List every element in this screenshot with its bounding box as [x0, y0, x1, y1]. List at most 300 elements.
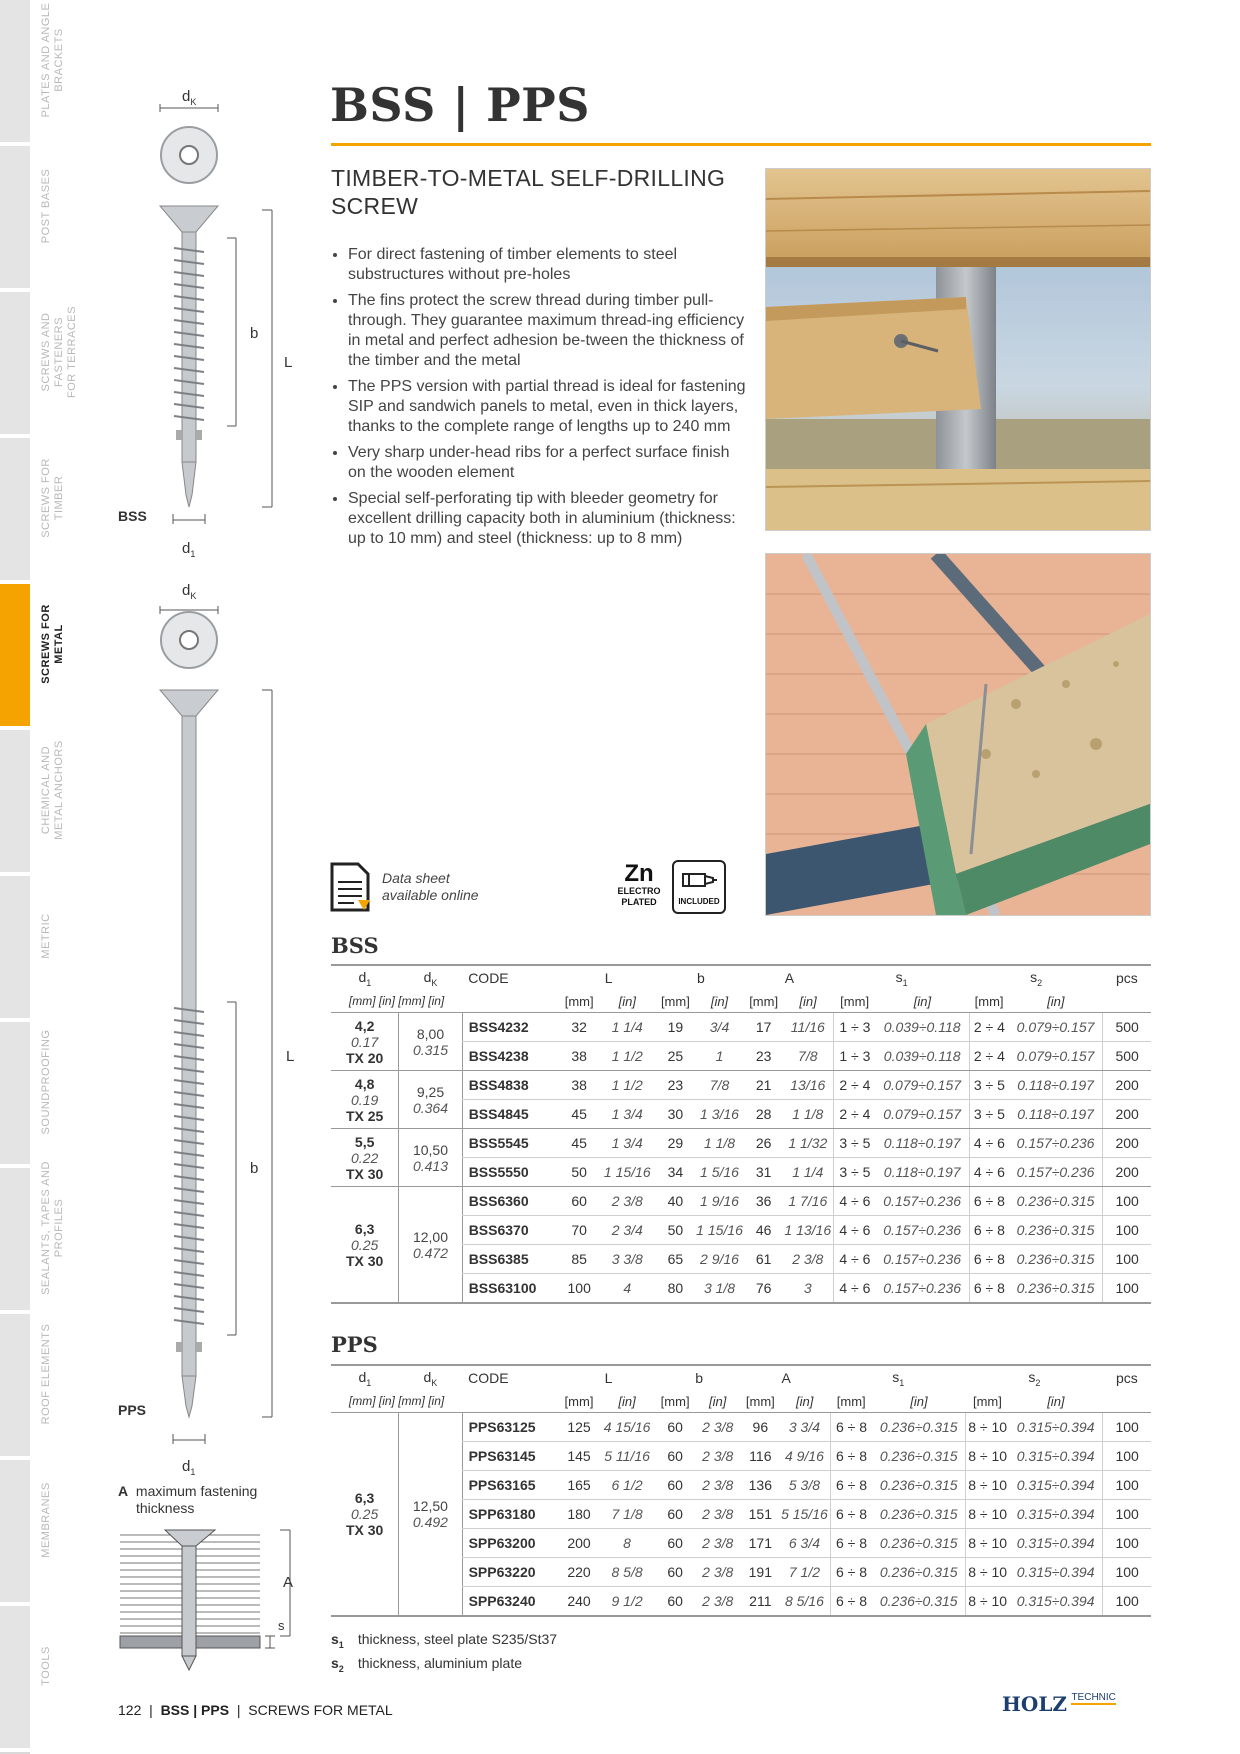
cell-L-in: 5 11/16 — [598, 1442, 657, 1471]
cell-s1-mm: 4 ÷ 6 — [834, 1274, 876, 1304]
cell-L-in: 7 1/8 — [598, 1500, 657, 1529]
sidebar-tab-11[interactable] — [0, 1606, 30, 1752]
cell-A-mm: 211 — [742, 1587, 779, 1617]
cell-pcs: 100 — [1103, 1442, 1151, 1471]
feature-item: • For direct fastening of timber elements to steel substructures without pre-holes — [348, 245, 748, 285]
cell-s1-mm: 4 ÷ 6 — [834, 1245, 876, 1274]
cell-code: BSS6385 — [462, 1245, 560, 1274]
cell-d1 — [331, 1013, 399, 1071]
cell-b-mm: 65 — [657, 1245, 694, 1274]
cell-L-in: 2 3/8 — [598, 1187, 657, 1216]
cell-s1-in: 0.236÷0.315 — [872, 1471, 966, 1500]
cell-s2-in: 0.315÷0.394 — [1009, 1500, 1103, 1529]
cell-s1-in: 0.236÷0.315 — [872, 1413, 966, 1442]
cell-L-in: 4 — [598, 1274, 657, 1304]
cell-s2-mm: 8 ÷ 10 — [966, 1529, 1009, 1558]
cell-code: BSS5550 — [462, 1158, 560, 1187]
sym: d — [423, 968, 432, 985]
sidebar-label-line2: METAL ANCHORS — [53, 740, 65, 840]
sidebar-label-3 — [40, 423, 66, 573]
cell-s2-mm: 3 ÷ 5 — [969, 1100, 1008, 1129]
cell-A-mm: 36 — [745, 1187, 782, 1216]
sidebar-label-line2: TIMBER — [53, 475, 65, 521]
cell-A-in: 3 3/4 — [779, 1413, 831, 1442]
cell-dk — [399, 1187, 462, 1304]
cell-s2-mm: 2 ÷ 4 — [969, 1042, 1008, 1071]
cell-A-mm: 191 — [742, 1558, 779, 1587]
cell-L-mm: 38 — [561, 1071, 598, 1100]
cell-A-mm: 76 — [745, 1274, 782, 1304]
cell-s2-in: 0.236÷0.315 — [1009, 1216, 1103, 1245]
cell-s2-in: 0.315÷0.394 — [1009, 1529, 1103, 1558]
cell-s1-mm: 2 ÷ 4 — [834, 1100, 876, 1129]
cell-pcs: 100 — [1103, 1500, 1151, 1529]
dk-mm: 12,00 — [412, 1228, 448, 1245]
cell-A-in: 7 1/2 — [779, 1558, 831, 1587]
cell-L-in: 9 1/2 — [598, 1587, 657, 1617]
sidebar-label-line1: ROOF ELEMENTS — [40, 1323, 52, 1425]
sidebar-label-5 — [40, 715, 66, 865]
sidebar-label-9 — [40, 1299, 53, 1449]
cell-A-mm: 116 — [742, 1442, 779, 1471]
cell-s2-in: 0.079÷0.157 — [1009, 1013, 1103, 1042]
sym-sub: K — [431, 1377, 438, 1388]
header-row — [331, 965, 1151, 990]
cell-d1 — [331, 1187, 399, 1304]
cell-b-in: 2 9/16 — [694, 1245, 745, 1274]
cell-s2-mm: 6 ÷ 8 — [969, 1216, 1008, 1245]
unit-s2-mm: [mm] — [966, 1390, 1009, 1413]
cell-A-in: 7/8 — [782, 1042, 834, 1071]
cell-s1-mm: 6 ÷ 8 — [830, 1500, 872, 1529]
cell-code: BSS4232 — [462, 1013, 560, 1042]
col-s1 — [834, 965, 970, 990]
cell-s2-in: 0.315÷0.394 — [1009, 1558, 1103, 1587]
unit-s1-mm: [mm] — [834, 990, 876, 1013]
cell-b-in: 2 3/8 — [694, 1587, 742, 1617]
col-b: b — [657, 1365, 742, 1390]
unit-s2-mm: [mm] — [969, 990, 1008, 1013]
cell-code: BSS63100 — [462, 1274, 560, 1304]
cell-s1-in: 0.236÷0.315 — [872, 1442, 966, 1471]
cell-A-in: 1 1/4 — [782, 1158, 834, 1187]
cell-s2-mm: 4 ÷ 6 — [969, 1158, 1008, 1187]
bss-table — [331, 964, 1151, 1304]
cell-s2-mm: 4 ÷ 6 — [969, 1129, 1008, 1158]
feature-item: • Very sharp under-head ribs for a perfect surface finish on the wooden element — [348, 443, 748, 483]
cell-b-mm: 80 — [657, 1274, 694, 1304]
cell-A-mm: 23 — [745, 1042, 782, 1071]
sidebar-label-0 — [40, 0, 66, 135]
sym-sub: 1 — [338, 1639, 344, 1650]
pps-table — [331, 1364, 1151, 1617]
legend-item — [331, 1654, 557, 1678]
cell-code: SPP63240 — [462, 1587, 560, 1617]
sidebar-tab-7[interactable] — [0, 1022, 30, 1168]
legend — [331, 1630, 557, 1678]
cell-A-in: 8 5/16 — [779, 1587, 831, 1617]
cell-b-in: 2 3/8 — [694, 1500, 742, 1529]
sym-sub: 1 — [899, 1377, 905, 1388]
dk-in: 0.413 — [412, 1157, 448, 1174]
title-rule — [331, 143, 1151, 146]
label-dk-pps: $d_K$ — [182, 582, 197, 601]
label-dk-bss: $d_K$ — [182, 88, 197, 107]
cell-L-mm: 220 — [560, 1558, 597, 1587]
cell-code: BSS4238 — [462, 1042, 560, 1071]
screwdriver-bit-icon — [679, 868, 719, 892]
tx: TX 25 — [345, 1107, 384, 1124]
tx: TX 20 — [345, 1049, 384, 1066]
sidebar-label-line1: SCREWS AND FASTENERS — [40, 312, 65, 392]
dk-mm: 9,25 — [416, 1083, 445, 1100]
col-code: CODE — [462, 1365, 560, 1390]
col-L: L — [561, 965, 657, 990]
cell-s1-in: 0.236÷0.315 — [872, 1500, 966, 1529]
datasheet-line2: available online — [382, 887, 479, 903]
cell-pcs: 200 — [1103, 1129, 1151, 1158]
cell-A-in: 11/16 — [782, 1013, 834, 1042]
sym-sub: 2 — [1037, 977, 1043, 988]
cell-s2-mm: 8 ÷ 10 — [966, 1471, 1009, 1500]
label-d1-pps: $d_1$ — [182, 1458, 196, 1477]
unit-d: [mm] [in] [mm] [in] — [331, 1390, 462, 1413]
cell-b-in: 2 3/8 — [694, 1471, 742, 1500]
cell-s2-mm: 8 ÷ 10 — [966, 1558, 1009, 1587]
sidebar-label-line2: PROFILES — [53, 1198, 65, 1258]
cell-s2-in: 0.315÷0.394 — [1009, 1471, 1103, 1500]
col-dk — [399, 965, 462, 990]
cell-s2-mm: 8 ÷ 10 — [966, 1500, 1009, 1529]
cell-L-in: 2 3/4 — [598, 1216, 657, 1245]
cell-s1-in: 0.039÷0.118 — [875, 1042, 969, 1071]
cell-s2-mm: 2 ÷ 4 — [969, 1013, 1008, 1042]
cell-A-in: 2 3/8 — [782, 1245, 834, 1274]
footer-product: BSS | PPS — [160, 1702, 230, 1718]
cell-s2-mm: 8 ÷ 10 — [966, 1442, 1009, 1471]
cell-s2-mm: 8 ÷ 10 — [966, 1413, 1009, 1442]
cell-s2-mm: 6 ÷ 8 — [969, 1245, 1008, 1274]
cell-L-in: 3 3/8 — [598, 1245, 657, 1274]
sidebar-label-line1: SOUNDPROOFING — [40, 1029, 52, 1135]
cell-s1-mm: 2 ÷ 4 — [834, 1071, 876, 1100]
dk-in: 0.472 — [412, 1244, 448, 1261]
cell-L-mm: 200 — [560, 1529, 597, 1558]
cell-L-mm: 145 — [560, 1442, 597, 1471]
sym-sub: 1 — [366, 977, 372, 988]
cell-dk — [399, 1071, 462, 1129]
cell-s2-mm: 8 ÷ 10 — [966, 1587, 1009, 1617]
pps-section-title: PPS — [331, 1332, 378, 1357]
cell-L-mm: 100 — [561, 1274, 598, 1304]
d1-mm: 6,3 — [354, 1220, 375, 1237]
cell-L-in: 1 15/16 — [598, 1158, 657, 1187]
sidebar-tab-6[interactable] — [0, 876, 30, 1022]
cell-L-in: 8 5/8 — [598, 1558, 657, 1587]
cell-code: BSS4845 — [462, 1100, 560, 1129]
label-d1-bss: $d_1$ — [182, 540, 196, 559]
legend-text: thickness, aluminium plate — [357, 1654, 522, 1671]
table-row — [331, 1071, 1151, 1100]
sidebar-tab-10[interactable] — [0, 1460, 30, 1606]
d1-in: 0.22 — [351, 1149, 379, 1166]
unit-L-in: [in] — [598, 990, 657, 1013]
cell-b-in: 1 5/16 — [694, 1158, 745, 1187]
cell-b-mm: 60 — [657, 1442, 694, 1471]
tx: TX 30 — [345, 1165, 384, 1182]
cell-L-in: 1 3/4 — [598, 1129, 657, 1158]
cell-b-mm: 60 — [657, 1500, 694, 1529]
cell-s2-mm: 6 ÷ 8 — [969, 1274, 1008, 1304]
unit-row — [331, 1390, 1151, 1413]
cell-s1-in: 0.079÷0.157 — [875, 1100, 969, 1129]
label-L-pps: L — [286, 1048, 295, 1065]
d1-in: 0.25 — [351, 1236, 379, 1253]
cell-s1-mm: 6 ÷ 8 — [830, 1413, 872, 1442]
unit-b-in: [in] — [694, 990, 745, 1013]
legend-symbol — [331, 1654, 344, 1674]
unit-d: [mm] [in] [mm] [in] — [331, 990, 462, 1013]
cell-s1-mm: 6 ÷ 8 — [830, 1442, 872, 1471]
sym-sub: 2 — [1035, 1377, 1041, 1388]
col-pcs: pcs — [1103, 965, 1151, 990]
photo-osb-panel — [765, 553, 1151, 916]
sym: s — [892, 1368, 900, 1385]
cell-b-in: 3/4 — [694, 1013, 745, 1042]
sidebar-tab-5[interactable] — [0, 730, 30, 876]
sidebar-tab-3[interactable] — [0, 438, 30, 584]
cell-pcs: 100 — [1103, 1587, 1151, 1617]
sidebar-label-line1: PLATES AND ANGLE — [40, 2, 52, 118]
cell-pcs: 200 — [1103, 1158, 1151, 1187]
cell-pcs: 100 — [1103, 1274, 1151, 1304]
legend-symbol — [331, 1631, 344, 1650]
zn-electroplated-badge: Zn ELECTRO PLATED — [612, 860, 666, 914]
cell-L-mm: 70 — [561, 1216, 598, 1245]
cell-A-mm: 21 — [745, 1071, 782, 1100]
cell-L-in: 4 15/16 — [598, 1413, 657, 1442]
cell-s1-in: 0.236÷0.315 — [872, 1587, 966, 1617]
label-L-bss: L — [284, 354, 293, 371]
cell-A-in: 5 3/8 — [779, 1471, 831, 1500]
legend-text: thickness, steel plate S235/St37 — [357, 1631, 558, 1647]
cell-b-mm: 60 — [657, 1558, 694, 1587]
cell-A-in: 6 3/4 — [779, 1529, 831, 1558]
cell-L-mm: 50 — [561, 1158, 598, 1187]
sym-sub: 1 — [366, 1377, 372, 1388]
cell-pcs: 100 — [1103, 1216, 1151, 1245]
cell-b-mm: 23 — [657, 1071, 694, 1100]
cell-s1-in: 0.157÷0.236 — [875, 1274, 969, 1304]
cell-d1 — [331, 1413, 399, 1617]
unit-row — [331, 990, 1151, 1013]
cell-code: BSS6370 — [462, 1216, 560, 1245]
cell-L-mm: 180 — [560, 1500, 597, 1529]
cell-pcs: 100 — [1103, 1558, 1151, 1587]
sym: s — [1028, 1368, 1036, 1385]
footer-section: SCREWS FOR METAL — [248, 1702, 393, 1718]
page-footer: 122 | BSS | PPS | SCREWS FOR METAL — [118, 1702, 393, 1718]
cell-b-mm: 25 — [657, 1042, 694, 1071]
sidebar-label-10 — [40, 1445, 53, 1595]
cell-b-mm: 34 — [657, 1158, 694, 1187]
unit-A-mm: [mm] — [745, 990, 782, 1013]
sym: d — [358, 968, 367, 985]
cell-s2-in: 0.118÷0.197 — [1009, 1100, 1103, 1129]
cell-s2-in: 0.079÷0.157 — [1009, 1042, 1103, 1071]
d1-mm: 4,8 — [354, 1075, 375, 1092]
sym: s — [331, 1631, 339, 1647]
cell-L-mm: 32 — [561, 1013, 598, 1042]
cell-s2-in: 0.315÷0.394 — [1009, 1587, 1103, 1617]
cell-s1-in: 0.079÷0.157 — [875, 1071, 969, 1100]
cell-A-mm: 61 — [745, 1245, 782, 1274]
unit-s1-in: [in] — [875, 990, 969, 1013]
cell-b-in: 1 15/16 — [694, 1216, 745, 1245]
cell-b-in: 1 9/16 — [694, 1187, 745, 1216]
sidebar-label-line1: SCREWS FOR — [40, 604, 52, 684]
label-pps: PPS — [118, 1402, 147, 1418]
cell-s1-in: 0.157÷0.236 — [875, 1187, 969, 1216]
cell-s1-in: 0.118÷0.197 — [875, 1158, 969, 1187]
cell-code: PPS63145 — [462, 1442, 560, 1471]
col-b: b — [657, 965, 745, 990]
cell-L-mm: 240 — [560, 1587, 597, 1617]
cell-A-in: 1 1/32 — [782, 1129, 834, 1158]
cell-d1 — [331, 1129, 399, 1187]
cell-s1-in: 0.236÷0.315 — [872, 1529, 966, 1558]
dk-in: 0.315 — [412, 1041, 448, 1058]
cell-A-in: 5 15/16 — [779, 1500, 831, 1529]
cell-code: SPP63220 — [462, 1558, 560, 1587]
col-code: CODE — [462, 965, 560, 990]
sidebar-tab-2[interactable] — [0, 292, 30, 438]
table-row — [331, 1013, 1151, 1042]
sym-sub: 2 — [338, 1663, 344, 1674]
sidebar-tab-0[interactable] — [0, 0, 30, 146]
unit-s2-in: [in] — [1009, 1390, 1103, 1413]
sidebar-label-6 — [40, 861, 53, 1011]
sidebar-tab-1[interactable] — [0, 146, 30, 292]
sym-sub: 1 — [902, 977, 908, 988]
cell-pcs: 100 — [1103, 1471, 1151, 1500]
sym-sub: K — [431, 977, 438, 988]
cell-s1-mm: 6 ÷ 8 — [830, 1558, 872, 1587]
cell-s2-mm: 3 ÷ 5 — [969, 1071, 1008, 1100]
cell-d1 — [331, 1071, 399, 1129]
col-pcs: pcs — [1103, 1365, 1151, 1390]
unit-L-mm: [mm] — [560, 1390, 597, 1413]
sidebar-label-8 — [40, 1153, 66, 1303]
datasheet-line1: Data sheet — [382, 870, 450, 886]
feature-item: • The fins protect the screw thread during timber pull-through. They guarantee maximum thread-ing efficiency in metal and perfect adhesion be-tween the thickness of the timber and the metal — [348, 291, 748, 371]
cell-code: PPS63165 — [462, 1471, 560, 1500]
cell-s1-in: 0.236÷0.315 — [872, 1558, 966, 1587]
table-row — [331, 1129, 1151, 1158]
cell-A-in: 1 13/16 — [782, 1216, 834, 1245]
cell-L-in: 6 1/2 — [598, 1471, 657, 1500]
cell-s2-in: 0.315÷0.394 — [1009, 1413, 1103, 1442]
cell-L-mm: 85 — [561, 1245, 598, 1274]
sym: s — [1030, 968, 1038, 985]
dk-mm: 8,00 — [416, 1025, 445, 1042]
cell-s2-in: 0.315÷0.394 — [1009, 1442, 1103, 1471]
label-a-key: A maximum fastening thickness — [118, 1483, 258, 1516]
col-L: L — [560, 1365, 656, 1390]
cell-s1-in: 0.157÷0.236 — [875, 1216, 969, 1245]
sidebar-tab-8[interactable] — [0, 1168, 30, 1314]
cell-b-mm: 30 — [657, 1100, 694, 1129]
cell-A-in: 4 9/16 — [779, 1442, 831, 1471]
cell-L-in: 1 3/4 — [598, 1100, 657, 1129]
cell-s1-mm: 1 ÷ 3 — [834, 1013, 876, 1042]
legend-item — [331, 1630, 557, 1654]
cell-L-mm: 45 — [561, 1100, 598, 1129]
sidebar-label-1 — [40, 131, 53, 281]
cell-A-mm: 31 — [745, 1158, 782, 1187]
unit-b-in: [in] — [694, 1390, 742, 1413]
unit-A-in: [in] — [779, 1390, 831, 1413]
sidebar-label-line2: METAL — [53, 624, 65, 664]
cell-s1-mm: 6 ÷ 8 — [830, 1529, 872, 1558]
cell-b-mm: 19 — [657, 1013, 694, 1042]
cell-s1-in: 0.157÷0.236 — [875, 1245, 969, 1274]
cell-b-in: 1 1/8 — [694, 1129, 745, 1158]
unit-code — [462, 1390, 560, 1413]
cell-L-mm: 45 — [561, 1129, 598, 1158]
sidebar-tab-9[interactable] — [0, 1314, 30, 1460]
d1-mm: 6,3 — [354, 1490, 375, 1506]
cell-b-in: 3 1/8 — [694, 1274, 745, 1304]
cell-A-in: 13/16 — [782, 1071, 834, 1100]
header-row — [331, 1365, 1151, 1390]
unit-b-mm: [mm] — [657, 1390, 694, 1413]
sidebar-label-7 — [40, 1007, 53, 1157]
cell-s1-in: 0.039÷0.118 — [875, 1013, 969, 1042]
cell-code: PPS63125 — [462, 1413, 560, 1442]
sidebar-label-line1: POST BASES — [40, 168, 52, 244]
unit-pcs — [1103, 1390, 1151, 1413]
cell-code: BSS5545 — [462, 1129, 560, 1158]
sidebar-label-line1: MEMBRANES — [40, 1482, 52, 1558]
label-bss: BSS — [118, 508, 147, 524]
unit-A-in: [in] — [782, 990, 834, 1013]
dk-mm: 10,50 — [412, 1141, 448, 1158]
cell-L-in: 1 1/4 — [598, 1013, 657, 1042]
cell-L-mm: 60 — [561, 1187, 598, 1216]
cell-L-mm: 38 — [561, 1042, 598, 1071]
cell-A-mm: 151 — [742, 1500, 779, 1529]
sidebar-label-line2: BRACKETS — [53, 28, 65, 92]
cell-b-in: 2 3/8 — [694, 1413, 742, 1442]
cell-b-in: 1 — [694, 1042, 745, 1071]
sidebar-label-line1: SEALANTS, TAPES AND — [40, 1161, 52, 1295]
cell-A-mm: 46 — [745, 1216, 782, 1245]
sidebar-tab-4[interactable] — [0, 584, 30, 730]
sidebar-label-line1: CHEMICAL AND — [40, 745, 52, 835]
cell-A-mm: 136 — [742, 1471, 779, 1500]
cell-code: SPP63200 — [462, 1529, 560, 1558]
label-s-mark: s — [278, 1618, 285, 1633]
cell-A-in: 3 — [782, 1274, 834, 1304]
feature-item: • The PPS version with partial thread is ideal for fastening SIP and sandwich panels to metal, even in thick layers, thanks to the complete range of lengths up to 240 mm — [348, 377, 748, 437]
sym: s — [331, 1654, 339, 1671]
cell-s2-in: 0.157÷0.236 — [1009, 1158, 1103, 1187]
cell-code: BSS6360 — [462, 1187, 560, 1216]
cell-pcs: 100 — [1103, 1187, 1151, 1216]
unit-s1-in: [in] — [872, 1390, 966, 1413]
label-a-mark: A — [283, 1574, 294, 1591]
